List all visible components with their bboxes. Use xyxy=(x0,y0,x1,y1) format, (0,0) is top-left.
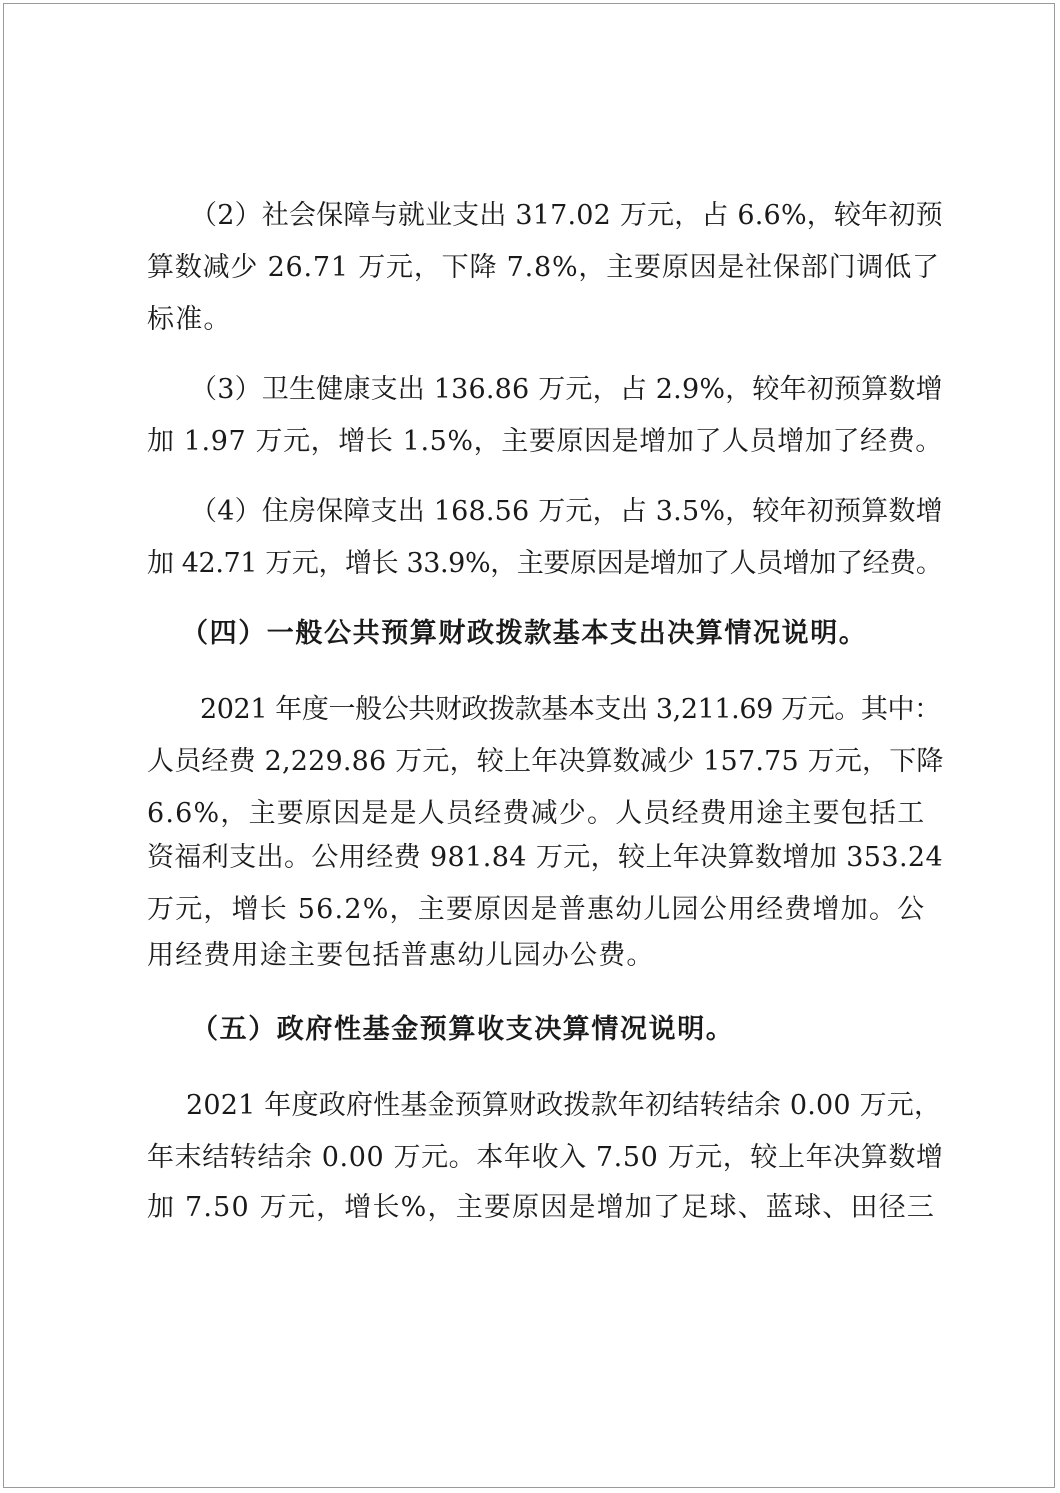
text-line: 年末结转结余 0.00 万元。本年收入 7.50 万元，较上年决算数增 xyxy=(147,1142,944,1173)
text-line: 万元，增长 56.2%，主要原因是普惠幼儿园公用经费增加。公 xyxy=(147,894,926,925)
text-line: 人员经费 2,229.86 万元，较上年决算数减少 157.75 万元，下降 xyxy=(147,746,944,777)
section-heading: （五）政府性基金预算收支决算情况说明。 xyxy=(191,1014,735,1045)
text-line: 2021 年度政府性基金预算财政拨款年初结转结余 0.00 万元， xyxy=(186,1090,942,1121)
text-line: 加 42.71 万元，增长 33.9%，主要原因是增加了人员增加了经费。 xyxy=(147,548,943,579)
text-line: （3）卫生健康支出 136.86 万元，占 2.9%，较年初预算数增 xyxy=(190,374,943,405)
text-line: 算数减少 26.71 万元，下降 7.8%，主要原因是社保部门调低了 xyxy=(147,252,940,283)
text-line: 标准。 xyxy=(147,304,232,335)
text-line: （2）社会保障与就业支出 317.02 万元，占 6.6%，较年初预 xyxy=(190,200,943,231)
text-line: 资福利支出。公用经费 981.84 万元，较上年决算数增加 353.24 xyxy=(147,842,944,873)
text-line: 加 1.97 万元，增长 1.5%，主要原因是增加了人员增加了经费。 xyxy=(147,426,943,457)
text-line: 加 7.50 万元，增长%，主要原因是增加了足球、蓝球、田径三 xyxy=(147,1192,936,1223)
text-line: 6.6%，主要原因是是人员经费减少。人员经费用途主要包括工 xyxy=(147,798,926,829)
text-line: （4）住房保障支出 168.56 万元，占 3.5%，较年初预算数增 xyxy=(190,496,943,527)
text-line: 用经费用途主要包括普惠幼儿园办公费。 xyxy=(147,940,655,971)
text-line: 2021 年度一般公共财政拨款基本支出 3,211.69 万元。其中： xyxy=(200,694,941,725)
document-page xyxy=(3,3,1055,1488)
section-heading: （四）一般公共预算财政拨款基本支出决算情况说明。 xyxy=(181,618,868,649)
